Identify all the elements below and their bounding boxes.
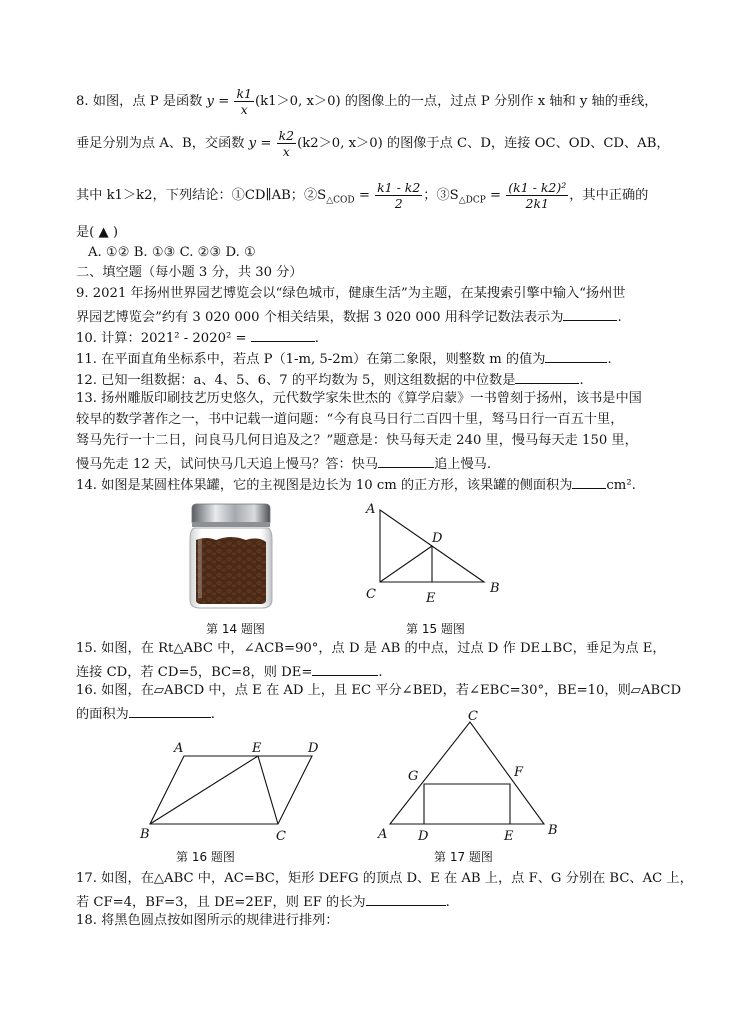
q8-line4: 是( ▲ )	[76, 225, 119, 240]
answer-blank[interactable]	[515, 369, 579, 384]
q18: 18. 将黑色圆点按如图所示的规律进行排列：	[76, 913, 339, 928]
fig16-caption: 第 16 题图	[176, 850, 235, 864]
q15-line1: 15. 如图，在 Rt△ABC 中，∠ACB=90°，点 D 是 AB 的中点，过点 D 作 DE⊥BC，垂足为点 E，	[76, 641, 666, 656]
label-b: B	[548, 823, 558, 838]
answer-blank[interactable]	[366, 891, 446, 906]
q11: 11. 在平面直角坐标系中，若点 P（1-m, 5-2m）在第二象限，则整数 m 的值为 .	[76, 348, 676, 369]
fig17-caption: 第 17 题图	[434, 850, 493, 864]
label-e: E	[426, 591, 436, 606]
q13-line3: 驽马先行一十二日，问良马几何日追及之？”题意是：快马每天走 240 里，慢马每天走 150 里，	[76, 433, 638, 448]
answer-blank[interactable]	[129, 703, 211, 718]
label-f: F	[514, 765, 524, 780]
q16-line1: 16. 如图，在▱ABCD 中，点 E 在 AD 上，且 EC 平分∠BED，若∠EBC=30°，BE=10，则▱ABCD	[76, 683, 682, 698]
q14: 14. 如图是某圆柱体果罐，它的主视图是边长为 10 cm 的正方形，该果罐的侧面积为 cm².	[76, 474, 676, 495]
q8-line1: 8. 如图，点 P 是函数 y = $\frac{k1}{x}$ (k1＞0, x＞0) 的图像上的一点，过点 P 分别作 x 轴和 y 轴的垂线，	[76, 86, 658, 117]
fig16-diagram	[136, 736, 336, 844]
fig17-diagram	[372, 708, 568, 844]
answer-blank[interactable]	[312, 661, 378, 676]
label-a: A	[174, 741, 184, 756]
label-b: B	[490, 581, 500, 596]
fraction-k2-over-x: $\frac{k2}{x}$	[278, 128, 295, 159]
q15-line2: 连接 CD，若 CD=5，BC=8，则 DE= .	[76, 661, 676, 682]
label-e: E	[252, 741, 262, 756]
q17-line2: 若 CF=4，BF=3，且 DE=2EF，则 EF 的长为 .	[76, 891, 676, 912]
label-e: E	[504, 829, 514, 844]
label-a: A	[378, 827, 388, 842]
label-a: A	[366, 502, 376, 517]
segment-cd	[380, 546, 432, 582]
parallelogram-abcd	[150, 756, 312, 824]
jar-lid-band	[192, 522, 270, 527]
q16-line2: 的面积为 .	[76, 703, 676, 724]
label-b: B	[140, 827, 150, 842]
glass-highlight	[198, 534, 202, 598]
coffee-beans	[196, 537, 266, 604]
fraction-k1-minus-k2-over-2: $\frac{k1 - k2}{2}$	[377, 180, 421, 211]
answer-blank[interactable]	[563, 306, 617, 321]
fraction-squared-over-2k1: $\frac{\text{(k1 - k2)²}}{2k1}$	[508, 180, 567, 211]
q12: 12. 已知一组数据：a、4、5、6、7 的平均数为 5，则这组数据的中位数是 .	[76, 369, 676, 390]
answer-blank[interactable]	[378, 453, 434, 468]
q10: 10. 计算：2021² - 2020² = .	[76, 327, 676, 348]
fraction-k1-over-x: $\frac{k1}{x}$	[236, 86, 252, 117]
q9-line2: 界园艺博览会”约有 3 020 000 个相关结果，数据 3 020 000 用科学记数法表示为 .	[76, 306, 676, 327]
fig15-diagram	[360, 500, 510, 608]
section-heading: 二、填空题（每小题 3 分，共 30 分）	[76, 265, 303, 280]
segment-be	[150, 756, 258, 824]
q8-line2: 垂足分别为点 A、B，交函数 y = $\frac{k2}{x}$ (k2＞0, x＞0) 的图像于点 C、D，连接 OC、OD、CD、AB，	[76, 128, 670, 159]
answer-blank[interactable]	[545, 348, 607, 363]
segment-ec	[258, 756, 278, 824]
answer-blank[interactable]	[572, 474, 606, 489]
rectangle-defg	[424, 784, 510, 824]
q8-line3: 其中 k1＞k2，下列结论：①CD∥AB；$②S_{\triangle COD}$ = $\frac{k1 - k2}{2}$ ；$③S_{\triangle DCP}$ = $\frac{\text{(k1 - k2)²}}{2k1}$ ，其中正确的	[76, 180, 649, 211]
label-c: C	[276, 829, 286, 844]
fig14-caption: 第 14 题图	[206, 622, 265, 636]
answer-blank[interactable]	[251, 327, 315, 342]
label-g: G	[408, 769, 419, 784]
label-c: C	[366, 587, 376, 602]
q13-line4: 慢马先走 12 天，试问快马几天追上慢马？答：快马 追上慢马.	[76, 453, 676, 474]
q13-line2: 较早的数学著作之一，书中记载一道问题：“今有良马日行二百四十里，驽马日行一百五十里，	[76, 412, 624, 427]
fig14-jar-image	[186, 500, 276, 612]
label-d: D	[432, 531, 443, 546]
label-c: C	[468, 709, 478, 724]
q9-line1: 9. 2021 年扬州世界园艺博览会以“绿色城市，健康生活”为主题，在某搜索引擎中输入“扬州世	[76, 286, 626, 301]
label-d: D	[418, 829, 429, 844]
q17-line1: 17. 如图，在△ABC 中，AC=BC，矩形 DEFG 的顶点 D、E 在 AB 上，点 F、G 分别在 BC、AC 上，	[76, 871, 693, 886]
q13-line1: 13. 扬州雕版印刷技艺历史悠久，元代数学家朱世杰的《算学启蒙》一书曾刻于扬州，该书是中国	[76, 391, 642, 406]
fig15-caption: 第 15 题图	[406, 622, 465, 636]
q8-options: A. ①② B. ①③ C. ②③ D. ①	[88, 245, 256, 260]
label-d: D	[308, 741, 319, 756]
